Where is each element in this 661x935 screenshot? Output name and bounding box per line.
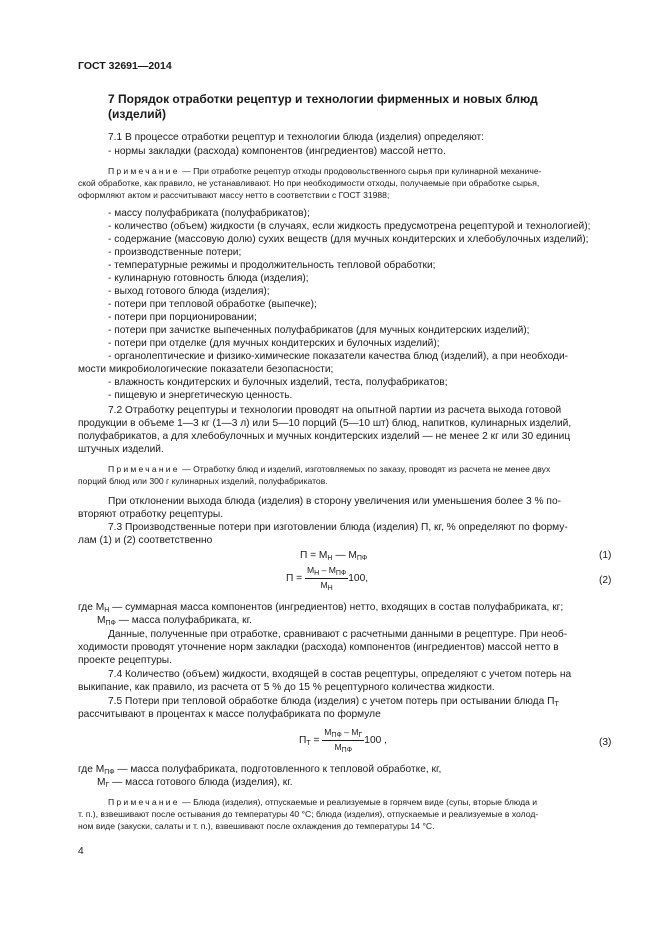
paragraph-7-1: 7.1 В процессе отработки рецептур и технологии блюда (изделия) определяют: <box>108 132 485 143</box>
formula-text: 100, <box>348 573 369 584</box>
where-2-line1: где $М_{ПФ}$ — масса полуфабриката, подготовленного к тепловой обработке, кг, <box>78 764 442 776</box>
note-3-line2: т. п.), взвешивают после остывания до температуры 40 °С; блюда (изделия), отпускаемые и реализуемые в холод- <box>78 809 539 819</box>
note-2-line2: порций блюд или 300 г кулинарных изделий, полуфабрикатов. <box>78 476 328 486</box>
list-item: - потери при порционировании; <box>108 312 257 323</box>
section-title <box>108 92 618 122</box>
list-item: - выход готового блюда (изделия); <box>108 286 270 297</box>
list-item: - потери при зачистке выпеченных полуфабрикатов (для мучных кондитерских изделий); <box>108 325 530 336</box>
formula-text: — М <box>332 550 357 561</box>
list-item: - влажность кондитерских и булочных изделий, теста, полуфабрикатов; <box>108 377 448 388</box>
fraction-numerator: $М_Н - М_{ПФ}$ <box>306 565 347 577</box>
formula-text: $П_Т$ = <box>299 734 320 747</box>
list-item: - температурные режимы и продолжительность тепловой обработки; <box>108 260 436 271</box>
list-item: - содержание (массовую долю) сухих веществ (для мучных кондитерских и хлебобулочных изделий); <box>108 234 589 245</box>
note-text: — Отработку блюд и изделий, изготовляемых по заказу, проводят из расчета не менее двух <box>179 464 551 474</box>
formula-subscript: ПФ <box>356 555 368 562</box>
paragraph-data-line1: Данные, полученные при отработке, сравнивают с расчетными данными в рецептуре. При необ- <box>108 629 568 640</box>
note-2-line1 <box>108 464 550 475</box>
section-title-line2: (изделий) <box>108 107 167 121</box>
paragraph-data-line2: ходимости проводят уточнение норм закладки (расхода) компонентов (ингредиентов) массой нетто в <box>78 642 559 653</box>
list-item: - кулинарную готовность блюда (изделия); <box>108 273 309 284</box>
list-item: - производственные потери; <box>108 247 242 258</box>
note-1-line1 <box>108 166 616 177</box>
list-item: - количество (объем) жидкости (в случаях, если жидкость предусмотрена рецептурой и технологией); <box>108 221 591 232</box>
note-label: Примечание <box>108 797 180 807</box>
note-1-line2: ской обработке, как правило, не устанавливают. Но при необходимости отходы, получаемые при обработке сырья, <box>78 178 540 188</box>
note-text: — При отработке рецептур отходы продовольственного сырья при кулинарной механиче- <box>179 166 542 176</box>
paragraph-7-2-line1: 7.2 Отработку рецептуры и технологии проводят на опытной партии из расчета выхода готовой <box>108 405 562 416</box>
paragraph-7-2-line2: продукции в объеме 1—3 кг (1—3 л) или 5—10 порций (5—10 шт) блюд, напитков, кулинарных изделий, <box>78 418 572 429</box>
formula-2 <box>286 565 368 592</box>
section-title-line1: 7 Порядок отработки рецептур и технологии фирменных и новых блюд <box>108 92 538 106</box>
document-header: ГОСТ 32691—2014 <box>78 60 172 72</box>
note-label: Примечание <box>108 166 180 176</box>
list-item: - потери при отделке (для мучных кондитерских и булочных изделий); <box>108 338 440 349</box>
list-item: - потери при тепловой обработке (выпечке); <box>108 299 317 310</box>
paragraph-7-5-line1: 7.5 Потери при тепловой обработке блюда (изделия) с учетом потерь при остывании блюда $П_Т$ <box>108 696 559 708</box>
list-item: - пищевую и энергетическую ценность. <box>108 390 293 401</box>
paragraph-7-4-line1: 7.4 Количество (объем) жидкости, входящей в состав рецептуры, определяют с учетом потерь на <box>108 669 572 680</box>
fraction-denominator: $М_{ПФ}$ <box>334 742 353 754</box>
paragraph-deviation-line2: вторяют отработку рецептуры. <box>78 509 224 520</box>
where-1-line1: где $М_Н$ — суммарная масса компонентов (ингредиентов) нетто, входящих в состав полуфабриката, кг; <box>78 602 564 614</box>
fraction-numerator: $М_{ПФ} - М_Г$ <box>324 727 363 739</box>
paragraph-data-line3: проекте рецептуры. <box>78 655 172 666</box>
formula-text: П = М <box>300 550 328 561</box>
where-1-line2: $М_{ПФ}$ — масса полуфабриката, кг. <box>97 615 252 627</box>
note-3-line3: ном виде (закуски, салаты и т. п.), взвешивают после охлаждения до температуры 14 °С. <box>78 821 435 831</box>
formula-1-number: (1) <box>599 550 612 561</box>
paragraph-7-3-line1: 7.3 Производственные потери при изготовлении блюда (изделия) П, кг, % определяют по форму- <box>108 522 568 533</box>
formula-fraction <box>322 727 364 754</box>
paragraph-7-1-item: - нормы закладки (расхода) компонентов (ингредиентов) массой нетто. <box>108 146 446 157</box>
formula-text: 100 , <box>364 735 387 746</box>
paragraph-7-3-line2: лам (1) и (2) соответственно <box>78 535 213 546</box>
where-2-line2: $М_Г$ — масса готового блюда (изделия), кг. <box>97 777 293 789</box>
list-item: - органолептические и физико-химические показатели качества блюд (изделий), а при необходи- <box>108 351 569 362</box>
paragraph-deviation-line1: При отклонении выхода блюда (изделия) в сторону увеличения или уменьшения более 3 % по- <box>108 496 562 507</box>
paragraph-7-4-line2: выкипание, как правило, из расчета от 5 % до 15 % рецептурного количества жидкости. <box>78 682 495 693</box>
formula-fraction <box>305 565 348 592</box>
formula-1 <box>300 550 367 562</box>
formula-3-number: (3) <box>599 737 612 748</box>
paragraph-7-2-line4: штучных изделий. <box>78 444 164 455</box>
formula-3 <box>299 727 387 754</box>
paragraph-7-2-line3: полуфабрикатов, а для хлебобулочных и мучных кондитерских изделий — не менее 2 кг или 30 единиц <box>78 431 571 442</box>
formula-text: П = <box>286 573 303 584</box>
list-item-continuation: мости микробиологические показатели безопасности; <box>78 364 334 375</box>
formula-2-number: (2) <box>599 575 612 586</box>
page-number: 4 <box>78 846 84 857</box>
note-text: — Блюда (изделия), отпускаемые и реализуемые в горячем виде (супы, вторые блюда и <box>179 797 538 807</box>
formula-subscript: Н <box>327 555 333 562</box>
note-1-line3: оформляют актом и рассчитывают массу нетто в соответствии с ГОСТ 31988; <box>78 190 390 200</box>
note-3-line1 <box>108 797 537 808</box>
paragraph-7-5-line2: рассчитывают в процентах к массе полуфабриката по формуле <box>78 709 381 720</box>
fraction-denominator: $М_Н$ <box>320 580 333 592</box>
note-label: Примечание <box>108 464 180 474</box>
list-item: - массу полуфабриката (полуфабрикатов); <box>108 208 310 219</box>
